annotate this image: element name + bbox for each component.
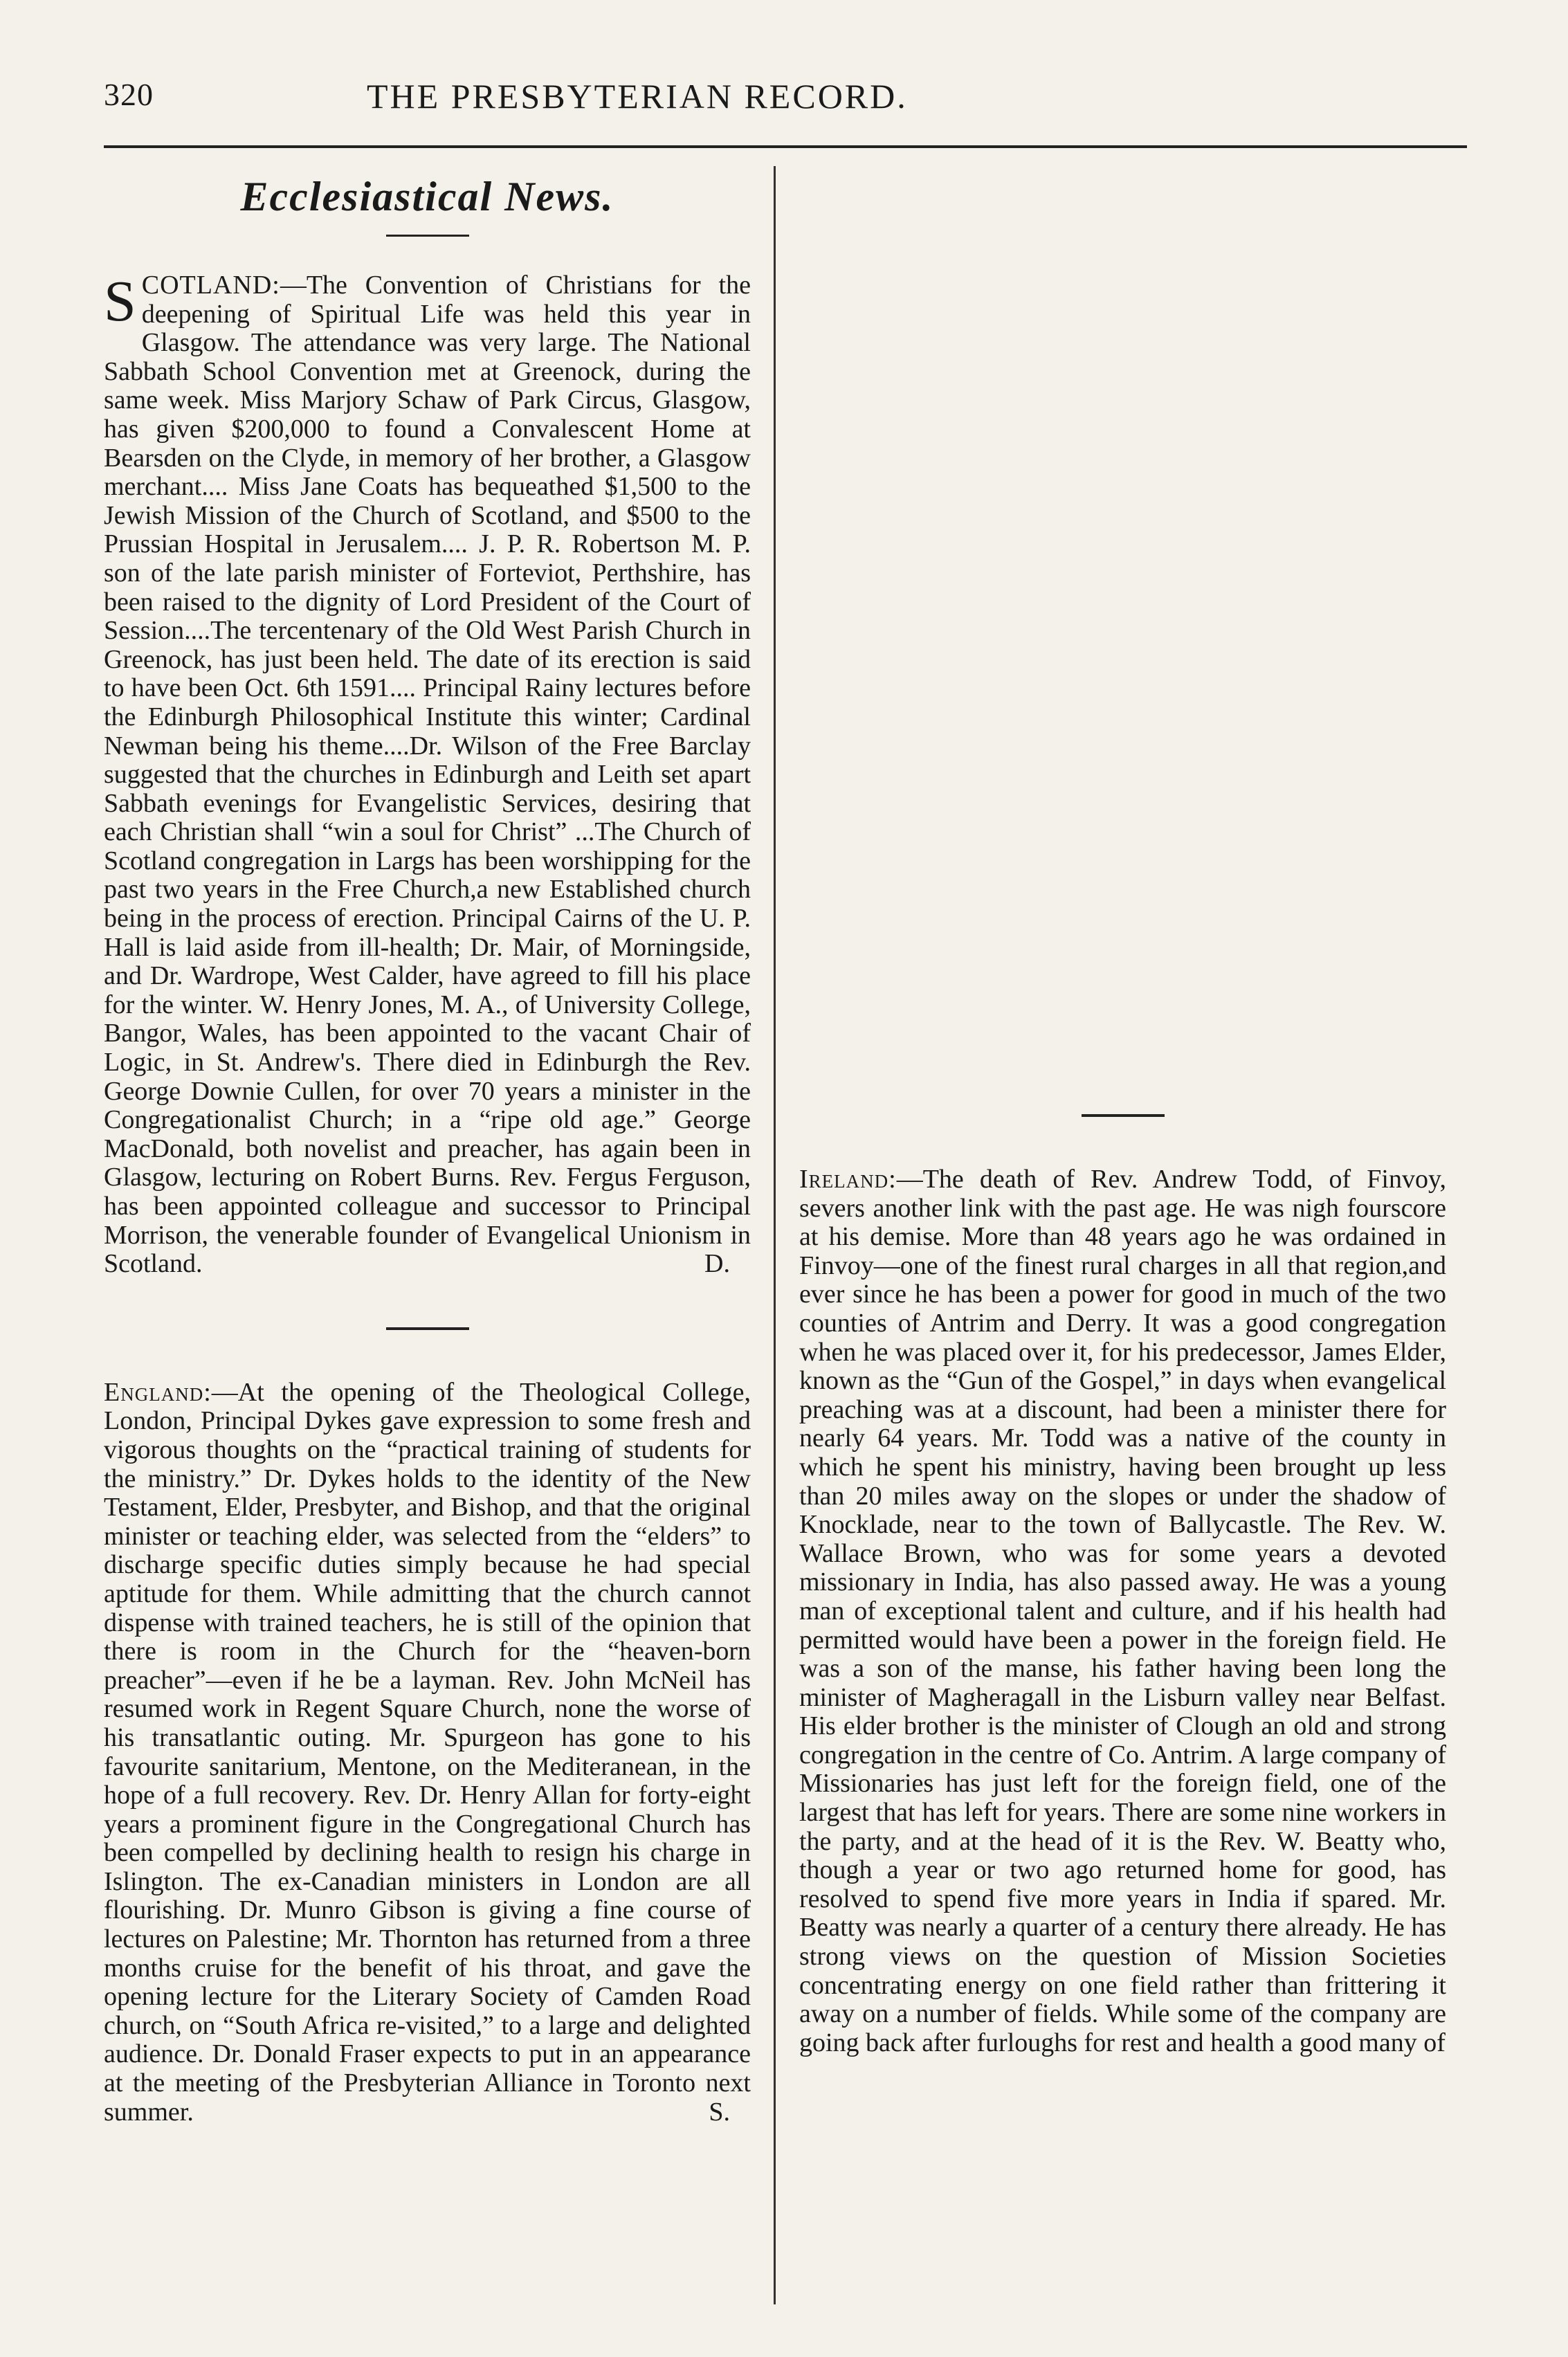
england-lead: England: [104,1377,212,1407]
england-article [104,1378,751,2127]
running-title: THE PRESBYTERIAN RECORD. [367,77,908,116]
ireland-article [799,1165,1446,2057]
scotland-text: —The Convention of Christians for the deepening of Spiritual Life was held this year in Glasgow. The attendance was very large. The National Sabbath School Convention met at Greenock, during the same week. Miss Marjory Schaw of Park Circus, Glasgow, has given $200,000 to found a Convalescent Home at Bearsden on the Clyde, in memory of her brother, a Glasgow merchant.... Miss Jane Coats has bequeathed $1,500 to the Jewish Mission of the Church of Scotland, and $500 to the Prussian Hospital in Jerusalem.... J. P. R. Robertson M. P. son of the late parish minister of Forteviot, Perthshire, has been raised to the dignity of Lord President of the Court of Session....The tercentenary of the Old West Parish Church in Greenock, has just been held. The date of its erection is said to have been Oct. 6th 1591.... Principal Rainy lectures before the Edinburgh Philosophical Institute this winter; Cardinal Newman being his theme....Dr. Wilson of the Free Barclay suggested that the churches in Edinburgh and Leith set apart Sabbath evenings for Evangelistic Services, desiring that each Christian shall “win a soul for Christ” ...The Church of Scotland congregation in Largs has been worshipping for the past two years in the Free Church,a new Established church being in the process of erection. Principal Cairns of the U. P. Hall is laid aside from ill-health; Dr. Mair, of Morningside, and Dr. Wardrope, West Calder, have agreed to fill his place for the winter. W. Henry Jones, M. A., of University College, Bangor, Wales, has been appointed to the vacant Chair of Logic, in St. Andrew's. There died in Edinburgh the Rev. George Downie Cullen, for over 70 years a minister in the Congregationalist Church; in a “ripe old age.” George MacDonald, both novelist and preacher, has again been in Glasgow, lecturing on Robert Burns. Rev. Fergus Ferguson, has been appointed colleague and successor to Principal Morrison, the venerable founder of Evangelical Unionism in Scotland. [104,271,751,1279]
section-heading: Ecclesiastical News. [240,174,614,219]
document-page [104,76,1467,2304]
england-signature: S. [709,2097,730,2127]
section-divider [1082,1114,1165,1117]
right-column [799,166,1446,2304]
heading-rule [386,235,469,237]
column-continuation-space [799,166,1446,1114]
dropcap-letter: S [104,269,136,334]
scotland-signature: D. [704,1249,730,1279]
england-text: —At the opening of the Theological College, London, Principal Dykes gave expression to some fresh and vigorous thoughts on the “practical training of students for the ministry.” Dr. Dykes holds to the identity of the New Testament, Elder, Presbyter, and Bishop, and that the original minister or teaching elder, was selected from the “elders” to discharge specific duties simply because he had special aptitude for them. While admitting that the church cannot dispense with trained teachers, he is still of the opinion that there is room in the Church for the “heaven-born preacher”—even if he be a layman. Rev. John McNeil has resumed work in Regent Square Church, none the worse of his transatlantic outing. Mr. Spurgeon has gone to his favourite sanitarium, Mentone, on the Mediteranean, in the hope of a full recovery. Rev. Dr. Henry Allan for forty-eight years a prominent figure in the Congregational Church has been compelled by declining health to resign his charge in Islington. The ex-Canadian ministers in London are all flourishing. Dr. Munro Gibson is giving a fine course of lectures on Palestine; Mr. Thornton has returned from a three months cruise for the benefit of his throat, and gave the opening lecture for the Literary Society of Camden Road church, on “South Africa re-visited,” to a large and delighted audience. Dr. Donald Fraser expects to put in an appearance at the meeting of the Presbyterian Alliance in Toronto next summer. [104,1377,751,2127]
text-columns [104,166,1467,2304]
page-number: 320 [104,77,154,112]
page-header [104,76,1467,138]
ireland-lead: Ireland: [799,1165,897,1194]
header-rule [104,145,1467,148]
ireland-text: —The death of Rev. Andrew Todd, of Finvoy, severs another link with the past age. He was nigh fourscore at his demise. More than 48 years ago he was ordained in Finvoy—one of the finest rural charges in all that region,and ever since he has been a power for good in much of the two counties of Antrim and Derry. It was a good congregation when he was placed over it, for his predecessor, James Elder, known as the “Gun of the Gospel,” in days when evangelical preaching was at a discount, had been a minister there for nearly 64 years. Mr. Todd was a native of the county in which he spent his ministry, having been brought up less than 20 miles away on the slopes or under the shadow of Knocklade, near to the town of Ballycastle. The Rev. W. Wallace Brown, who was for some years a devoted missionary in India, has also passed away. He was a young man of exceptional talent and culture, and if his health had permitted would have been a power in the foreign field. He was a son of the manse, his father having been long the minister of Magheragall in the Lisburn valley near Belfast. His elder brother is the minister of Clough an old and strong congregation in the centre of Co. Antrim. A large company of Missionaries has just left for the foreign field, one of the largest that has left for years. There are some nine workers in the party, and at the head of it is the Rev. W. Beatty who, though a year or two ago returned home for good, has resolved to spend five more years in India if spared. Mr. Beatty was nearly a quarter of a century there already. He has strong views on the question of Mission Societies concentrating energy on one field rather than frittering it away on a number of fields. While some of the company are going back after furloughs for rest and health a good many of [799,1165,1446,2057]
scotland-lead: COTLAND: [141,271,280,300]
scotland-article [104,271,751,1279]
left-column [104,166,751,2304]
column-divider [774,166,776,2304]
section-divider [386,1327,469,1330]
